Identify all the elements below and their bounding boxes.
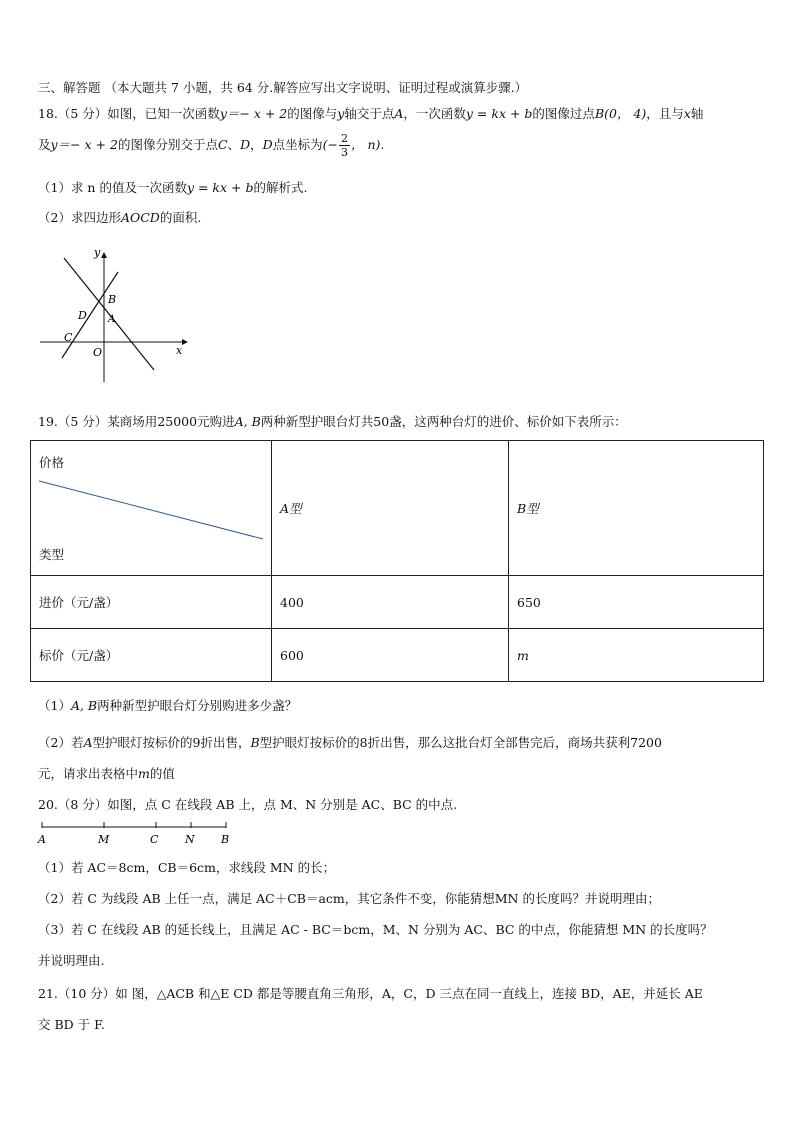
q18-text: 及 xyxy=(38,137,51,152)
q19-text: 折出售，那么这批台灯全部售完后，商场共获利 xyxy=(367,735,631,750)
q20-segment-figure xyxy=(36,818,236,850)
q20-sub-3: （3）若 C 在线段 AB 的延长线上，且满足 AC - BC＝bcm，M、N 分别为 AC、BC 的中点，你能猜想 MN 的长度吗？ xyxy=(38,922,713,937)
point-label-c: C xyxy=(150,833,159,846)
q19-math: A xyxy=(83,735,93,750)
q19-sub-2 xyxy=(38,733,662,751)
q18-sub-2 xyxy=(38,208,201,226)
q18-sub-1 xyxy=(38,178,307,196)
q19-math: 7200 xyxy=(630,735,662,750)
q19-sub-2-line-2 xyxy=(38,764,175,782)
cell-a: 600 xyxy=(272,629,509,682)
q18-text: 的图像过点 xyxy=(532,106,595,121)
q19-text: 型护眼灯按标价的 xyxy=(92,735,193,750)
q18-math: B(0， 4) xyxy=(594,106,647,121)
label-a: A xyxy=(108,314,116,325)
q19-math: B xyxy=(250,735,260,750)
q19-stem xyxy=(38,412,627,430)
section-title: 三、解答题 （本大题共 7 小题，共 64 分.解答应写出文字说明、证明过程或演算步骤.） xyxy=(38,80,528,95)
q18-text: 18.（5 分）如图，已知一次函数 xyxy=(38,106,220,121)
q18-math: D xyxy=(240,137,251,152)
cell-b: m xyxy=(509,629,764,682)
q18-text: 的解析式. xyxy=(253,180,308,195)
q18-math: C xyxy=(217,137,228,152)
point-label-a: A xyxy=(38,833,46,846)
q18-math: D xyxy=(262,137,273,152)
q19-text: 19.（5 分）某商场用 xyxy=(38,414,158,429)
diagonal-line xyxy=(31,441,287,575)
q21-line-1: 21.（10 分）如 图，△ACB 和△E CD 都是等腰直角三角形，A，C，D 三点在同一直线上，连接 BD，AE，并延长 AE xyxy=(38,986,703,1001)
q18-text: ，一次函数 xyxy=(403,106,466,121)
q18-line-2 xyxy=(38,132,384,159)
q19-text: 元购进 xyxy=(197,414,235,429)
q18-math: y = kx + b xyxy=(465,106,533,121)
q19-text: 折出售， xyxy=(200,735,251,750)
q20-sub-1: （1）若 AC＝8cm，CB＝6cm，求线段 MN 的长； xyxy=(38,860,336,875)
q18-line-1 xyxy=(38,104,703,122)
q20-sub-3-line-2: 并说明理由. xyxy=(38,953,105,968)
q20-sub-2: （2）若 C 为线段 AB 上任一点，满足 AC＋CB＝acm，其它条件不变，你能猜想MN 的长度吗？并说明理由； xyxy=(38,891,660,906)
q19-text: 两种新型护眼台灯共 xyxy=(260,414,374,429)
q19-math: A, B xyxy=(234,414,261,429)
q18-coordinate-figure xyxy=(36,246,196,386)
cell-b: 650 xyxy=(509,576,764,629)
q19-math: m xyxy=(138,766,150,781)
q18-math: x xyxy=(683,106,691,121)
q18-text: ，且与 xyxy=(646,106,684,121)
q18-text: 、 xyxy=(227,137,241,152)
q19-text: 盏，这两种台灯的进价、标价如下表所示： xyxy=(389,414,627,429)
q19-sub-1 xyxy=(38,696,297,714)
q21-line-2: 交 BD 于 F. xyxy=(38,1017,105,1032)
label-x: x xyxy=(176,344,183,357)
price-table xyxy=(30,440,764,682)
diagonal-header-cell xyxy=(31,441,272,576)
q20-stem: 20.（8 分）如图，点 C 在线段 AB 上，点 M、N 分别是 AC、BC 的中点. xyxy=(38,797,458,812)
header-type-label: 类型 xyxy=(39,547,65,562)
q18-math: y = kx + b xyxy=(186,180,254,195)
point-label-b: B xyxy=(221,833,230,846)
q18-math: y xyxy=(337,106,345,121)
header-price-label: 价格 xyxy=(39,455,65,470)
table-row xyxy=(31,629,764,682)
header-col-b xyxy=(509,441,764,576)
label-y: y xyxy=(94,246,101,259)
q19-math: 9 xyxy=(192,735,201,750)
col-a-label: A型 xyxy=(280,501,302,516)
q19-text: （1） xyxy=(38,698,71,713)
q18-math: ， n) xyxy=(351,137,381,152)
q19-text: （2）若 xyxy=(38,735,84,750)
fraction xyxy=(339,132,350,159)
q18-text: 的图像与 xyxy=(287,106,338,121)
q18-text: （2）求四边形 xyxy=(38,210,121,225)
table-header-row xyxy=(31,441,764,576)
y-axis-arrow xyxy=(101,252,107,258)
fraction-denominator: 3 xyxy=(341,146,349,159)
point-label-m: M xyxy=(98,833,110,846)
x-axis-arrow xyxy=(182,339,188,345)
q18-text: 轴 xyxy=(690,106,704,121)
label-o: O xyxy=(93,346,103,359)
fraction-numerator: 2 xyxy=(341,132,349,145)
point-label-n: N xyxy=(185,833,195,846)
label-b: B xyxy=(108,293,117,306)
label-d: D xyxy=(78,309,87,322)
q18-text: 的面积. xyxy=(159,210,202,225)
q18-text: 的图像分别交于点 xyxy=(117,137,218,152)
q18-math: A xyxy=(394,106,404,121)
q18-text: ， xyxy=(250,137,263,152)
label-c: C xyxy=(64,331,73,344)
q19-math: 8 xyxy=(359,735,368,750)
q19-math: A, B xyxy=(70,698,98,713)
q18-text: . xyxy=(380,137,385,152)
row-label: 进价（元/盏） xyxy=(31,576,272,629)
q18-math: y＝− x + 2 xyxy=(219,106,288,121)
q19-math: 25000 xyxy=(157,414,198,429)
header-col-a xyxy=(272,441,509,576)
q18-math: y＝− x + 2 xyxy=(50,137,118,152)
row-label: 标价（元/盏） xyxy=(31,629,272,682)
q19-text: 两种新型护眼台灯分别购进多少盏？ xyxy=(97,698,298,713)
col-b-label: B型 xyxy=(517,501,539,516)
q18-math: AOCD xyxy=(120,210,160,225)
q18-math: (− xyxy=(322,137,339,152)
q18-text: 点坐标为 xyxy=(272,137,323,152)
cell-a: 400 xyxy=(272,576,509,629)
q18-text: （1）求 n 的值及一次函数 xyxy=(38,180,187,195)
q19-text: 型护眼灯按标价的 xyxy=(259,735,360,750)
q19-text: 元，请求出表格中 xyxy=(38,766,139,781)
table-row xyxy=(31,576,764,629)
q18-text: 轴交于点 xyxy=(344,106,395,121)
q19-math: 50 xyxy=(373,414,390,429)
q19-text: 的值 xyxy=(149,766,175,781)
